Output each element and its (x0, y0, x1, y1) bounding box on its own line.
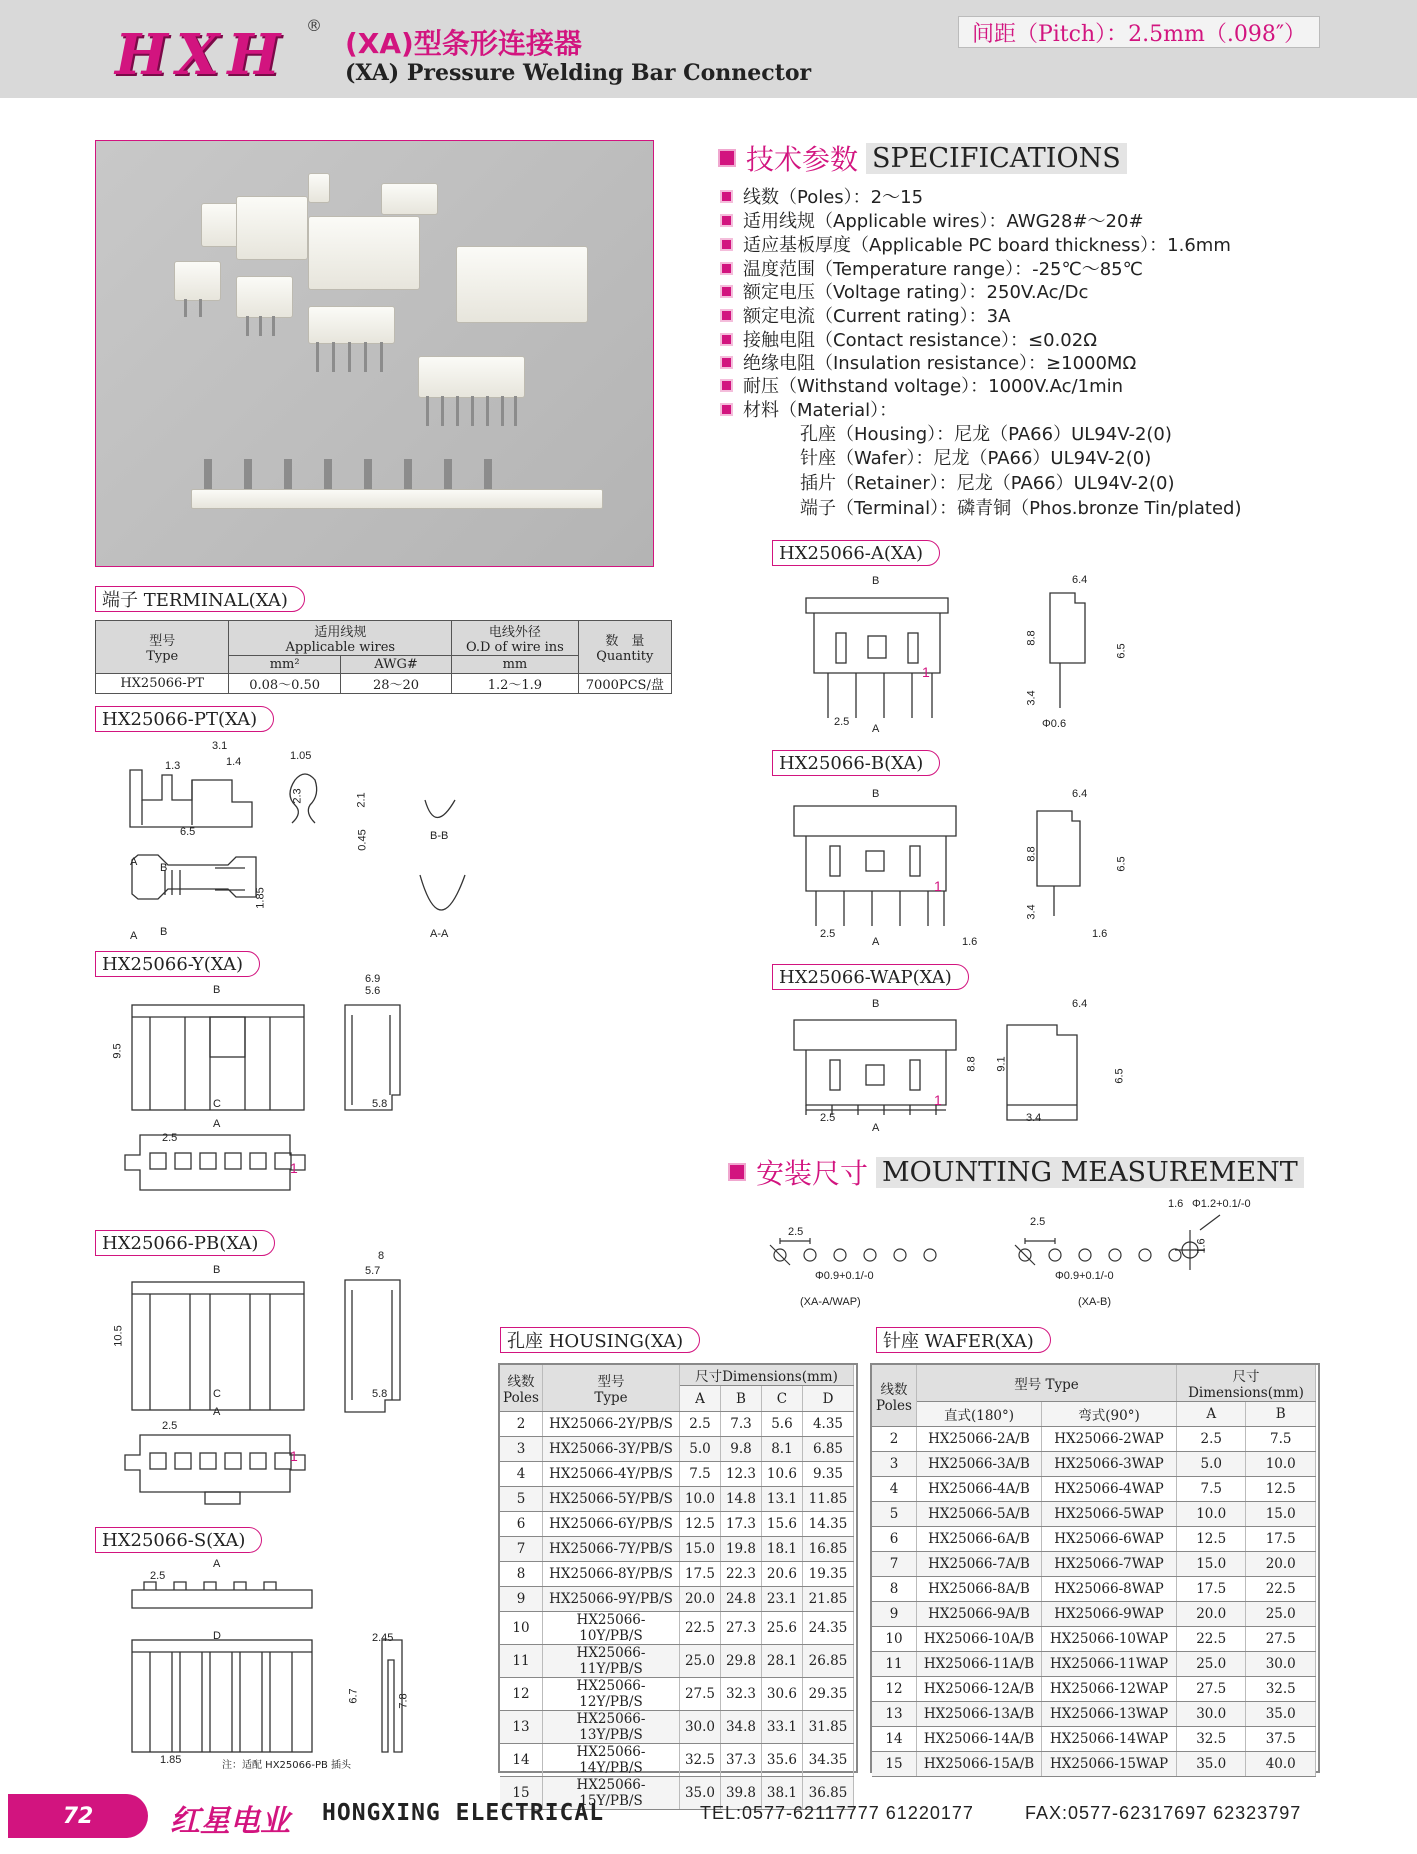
bullet-square-icon (728, 1163, 746, 1181)
table-row (872, 1427, 1316, 1452)
table-cell: 24.35 (802, 1612, 853, 1645)
table-cell: 22.5 (1177, 1627, 1246, 1652)
table-cell: HX25066-9A/B (917, 1602, 1042, 1627)
pt-label: HX25066-PT(XA) (95, 706, 274, 732)
bullet-icon (720, 356, 733, 369)
table-cell: 10 (872, 1627, 917, 1652)
table-cell: 27.5 (1246, 1627, 1316, 1652)
mount-caption-left: (XA-A/WAP) (800, 1296, 861, 1308)
table-cell: 39.8 (720, 1777, 761, 1810)
table-row (872, 1527, 1316, 1552)
a-label: HX25066-A(XA) (772, 540, 940, 566)
spec-item: 适用线规（Applicable wires）：AWG28#～20# (720, 207, 1144, 233)
bullet-icon (720, 309, 733, 322)
table-cell: 32.3 (720, 1678, 761, 1711)
pb-drawing (120, 1260, 440, 1520)
table-row (872, 1727, 1316, 1752)
table-cell: 3 (500, 1437, 543, 1462)
table-cell: 13.1 (761, 1487, 802, 1512)
table-cell: HX25066-3Y/PB/S (543, 1437, 680, 1462)
table-cell: HX25066-14A/B (917, 1727, 1042, 1752)
table-cell: 30.6 (761, 1678, 802, 1711)
wafer-label: 针座 WAFER(XA) (876, 1327, 1051, 1353)
table-cell: 14.8 (720, 1487, 761, 1512)
title-chinese: (XA)型条形连接器 (345, 27, 582, 60)
table-cell: 5.0 (680, 1437, 721, 1462)
table-cell: 14 (500, 1744, 543, 1777)
table-row (872, 1627, 1316, 1652)
table-cell: 24.8 (720, 1587, 761, 1612)
table-row (500, 1562, 854, 1587)
terminal-table: 型号 Type 适用线规 Applicable wires 电线外径 O.D of wire ins 数 量 Quantity mm² AWG# mm HX25066-PT 0.08～0.50 28～20 1.2～1.9 7000PCS/盘 (95, 620, 672, 694)
table-cell: HX25066-3WAP (1042, 1452, 1177, 1477)
bullet-icon (720, 214, 733, 227)
bullet-icon (720, 190, 733, 203)
table-row (500, 1744, 854, 1777)
table-cell: 10.6 (761, 1462, 802, 1487)
table-cell: 7.5 (680, 1462, 721, 1487)
table-cell: 6.85 (802, 1437, 853, 1462)
table-cell: 12.5 (1246, 1477, 1316, 1502)
housing-table: 线数 Poles 型号 Type 尺寸Dimensions(mm) A B C D 2 HX25066-2Y/PB/S 2.5 7.3 5.6 4.35 3 HX25066-3Y/PB/S 5.0 9.8 8.1 6.85 4 HX25066-4Y/PB/S 7.5 12.3 10.6 9.35 5 HX25066-5Y/PB/S 10.0 14.8 13.1 11.85 6 HX25066-6Y/PB/S 12.5 17.3 15.6 14.35 7 HX25066-7Y/PB/S 15.0 19.8 18.1 16.85 8 HX25066-8Y/PB/S 17.5 22.3 20.6 19.35 9 HX25066-9Y/PB/S 20.0 24.8 23.1 21.85 10 HX25066-10Y/PB/S 22.5 27.3 25.6 24.35 11 HX25066-11Y/PB/S 25.0 29.8 28.1 26.85 12 HX25066-12Y/PB/S 27.5 32.3 30.6 29.35 13 HX25066-13Y/PB/S 30.0 34.8 33.1 31.85 14 HX25066-14Y/PB/S 32.5 37.3 35.6 34.35 15 HX25066-15Y/PB/S 35.0 39.8 38.1 36.85 (500, 1365, 854, 1810)
pitch-badge: 间距（Pitch）：2.5mm（.098″） (958, 16, 1320, 48)
table-cell: HX25066-2A/B (917, 1427, 1042, 1452)
table-cell: 28.1 (761, 1645, 802, 1678)
spec-item: 接触电阻（Contact resistance）：≤0.02Ω (720, 326, 1097, 352)
table-row (500, 1462, 854, 1487)
table-cell: 22.3 (720, 1562, 761, 1587)
table-cell: 21.85 (802, 1587, 853, 1612)
table-row (500, 1587, 854, 1612)
table-cell: HX25066-4Y/PB/S (543, 1462, 680, 1487)
bullet-square-icon (718, 149, 736, 167)
table-row (872, 1677, 1316, 1702)
table-cell: 19.35 (802, 1562, 853, 1587)
table-cell: 25.6 (761, 1612, 802, 1645)
table-cell: 2.5 (680, 1412, 721, 1437)
bullet-icon (720, 285, 733, 298)
table-cell: HX25066-2Y/PB/S (543, 1412, 680, 1437)
table-cell: 19.8 (720, 1537, 761, 1562)
table-cell: 37.3 (720, 1744, 761, 1777)
table-cell: HX25066-9Y/PB/S (543, 1587, 680, 1612)
table-cell: 27.5 (1177, 1677, 1246, 1702)
table-cell: 34.8 (720, 1711, 761, 1744)
mount-title-en: MOUNTING MEASUREMENT (876, 1157, 1304, 1188)
table-cell: 7.3 (720, 1412, 761, 1437)
table-cell: HX25066-13A/B (917, 1702, 1042, 1727)
table-cell: HX25066-10WAP (1042, 1627, 1177, 1652)
table-cell: HX25066-4A/B (917, 1477, 1042, 1502)
table-cell: 22.5 (1246, 1577, 1316, 1602)
spec-heading (718, 138, 1127, 178)
table-row (872, 1477, 1316, 1502)
table-cell: 36.85 (802, 1777, 853, 1810)
table-cell: 17.5 (1177, 1577, 1246, 1602)
table-cell: 5 (500, 1487, 543, 1512)
table-row (872, 1602, 1316, 1627)
table-cell: HX25066-12WAP (1042, 1677, 1177, 1702)
material-item: 针座（Wafer）：尼龙（PA66）UL94V-2(0) (800, 448, 1152, 469)
y-label: HX25066-Y(XA) (95, 951, 260, 977)
table-cell: HX25066-14WAP (1042, 1727, 1177, 1752)
housing-label: 孔座 HOUSING(XA) (500, 1327, 700, 1353)
table-cell: 25.0 (1246, 1602, 1316, 1627)
table-cell: HX25066-9WAP (1042, 1602, 1177, 1627)
bullet-icon (720, 262, 733, 275)
table-row (872, 1552, 1316, 1577)
table-cell: HX25066-8WAP (1042, 1577, 1177, 1602)
table-row (872, 1452, 1316, 1477)
table-cell: 15.0 (1246, 1502, 1316, 1527)
spec-item: 温度范围（Temperature range）：-25℃～85℃ (720, 255, 1143, 281)
table-cell: 34.35 (802, 1744, 853, 1777)
wap-drawing (792, 1010, 1142, 1140)
table-cell: 15.6 (761, 1512, 802, 1537)
table-cell: 9 (500, 1587, 543, 1612)
table-cell: 6 (500, 1512, 543, 1537)
table-cell: HX25066-6Y/PB/S (543, 1512, 680, 1537)
table-cell: 31.85 (802, 1711, 853, 1744)
table-cell: 8.1 (761, 1437, 802, 1462)
table-cell: 12 (500, 1678, 543, 1711)
table-cell: 25.0 (680, 1645, 721, 1678)
table-cell: 35.0 (1246, 1702, 1316, 1727)
table-cell: 14 (872, 1727, 917, 1752)
table-cell: 35.0 (1177, 1752, 1246, 1777)
table-cell: HX25066-15Y/PB/S (543, 1777, 680, 1810)
table-cell: 20.0 (1177, 1602, 1246, 1627)
table-cell: HX25066-8Y/PB/S (543, 1562, 680, 1587)
table-cell: 13 (872, 1702, 917, 1727)
table-cell: HX25066-11Y/PB/S (543, 1645, 680, 1678)
table-cell: 27.5 (680, 1678, 721, 1711)
table-row (500, 1487, 854, 1512)
table-row (500, 1612, 854, 1645)
table-cell: 4 (500, 1462, 543, 1487)
table-cell: HX25066-5Y/PB/S (543, 1487, 680, 1512)
table-cell: 9 (872, 1602, 917, 1627)
table-cell: 26.85 (802, 1645, 853, 1678)
table-cell: 5.6 (761, 1412, 802, 1437)
table-cell: 22.5 (680, 1612, 721, 1645)
table-cell: HX25066-10Y/PB/S (543, 1612, 680, 1645)
table-cell: 2 (872, 1427, 917, 1452)
a-drawing (800, 578, 1150, 738)
table-cell: 12.5 (680, 1512, 721, 1537)
brand-name-cn: 红星电业 (170, 1804, 290, 1839)
table-row (500, 1537, 854, 1562)
table-row (500, 1437, 854, 1462)
table-cell: 23.1 (761, 1587, 802, 1612)
table-cell: 17.5 (1246, 1527, 1316, 1552)
table-row (500, 1645, 854, 1678)
table-cell: 15 (500, 1777, 543, 1810)
table-cell: HX25066-5A/B (917, 1502, 1042, 1527)
table-cell: HX25066-13Y/PB/S (543, 1711, 680, 1744)
brand-name-en: HONGXING ELECTRICAL (322, 1800, 605, 1826)
registered-mark: ® (306, 16, 322, 35)
s-drawing (120, 1560, 440, 1770)
table-cell: 29.8 (720, 1645, 761, 1678)
table-cell: HX25066-12Y/PB/S (543, 1678, 680, 1711)
title-english: (XA) Pressure Welding Bar Connector (345, 60, 812, 86)
table-cell: 29.35 (802, 1678, 853, 1711)
table-cell: 27.3 (720, 1612, 761, 1645)
material-item: 孔座（Housing）：尼龙（PA66）UL94V-2(0) (800, 424, 1172, 445)
table-cell: 5.0 (1177, 1452, 1246, 1477)
s-note: 注：适配 HX25066-PB 插头 (222, 1760, 352, 1771)
table-cell: 35.0 (680, 1777, 721, 1810)
mount-caption-right: (XA-B) (1078, 1296, 1111, 1308)
table-row (872, 1577, 1316, 1602)
spec-item: 耐压（Withstand voltage）：1000V.Ac/1min (720, 372, 1123, 398)
table-cell: 17.5 (680, 1562, 721, 1587)
spec-item: 额定电流（Current rating）：3A (720, 302, 1010, 328)
wafer-table: 线数 Poles 型号 Type 尺寸Dimensions(mm) 直式(180°) 弯式(90°) A B 2 HX25066-2A/B HX25066-2WAP 2.5 7.5 3 HX25066-3A/B HX25066-3WAP 5.0 10.0 4 HX25066-4A/B HX25066-4WAP 7.5 12.5 5 HX25066-5A/B HX25066-5WAP 10.0 15.0 6 HX25066-6A/B HX25066-6WAP 12.5 17.5 7 HX25066-7A/B HX25066-7WAP 15.0 20.0 8 HX25066-8A/B HX25066-8WAP 17.5 22.5 9 HX25066-9A/B HX25066-9WAP 20.0 25.0 10 HX25066-10A/B HX25066-10WAP 22.5 27.5 11 HX25066-11A/B HX25066-11WAP 25.0 30.0 12 HX25066-12A/B HX25066-12WAP 27.5 32.5 13 HX25066-13A/B HX25066-13WAP 30.0 35.0 14 HX25066-14A/B HX25066-14WAP 32.5 37.5 15 HX25066-15A/B HX25066-15WAP 35.0 40.0 (872, 1365, 1316, 1777)
fax: FAX:0577-62317697 62323797 (1025, 1803, 1302, 1823)
table-cell: 37.5 (1246, 1727, 1316, 1752)
mount-title-cn: 安装尺寸 (756, 1157, 869, 1190)
table-cell: 32.5 (1177, 1727, 1246, 1752)
bullet-icon (720, 379, 733, 392)
table-cell: HX25066-15WAP (1042, 1752, 1177, 1777)
table-cell: HX25066-14Y/PB/S (543, 1744, 680, 1777)
table-cell: 10 (500, 1612, 543, 1645)
table-cell: HX25066-2WAP (1042, 1427, 1177, 1452)
table-cell: 4 (872, 1477, 917, 1502)
table-cell: HX25066-15A/B (917, 1752, 1042, 1777)
table-cell: HX25066-6WAP (1042, 1527, 1177, 1552)
table-cell: 20.0 (680, 1587, 721, 1612)
table-cell: 15 (872, 1752, 917, 1777)
material-item: 插片（Retainer）：尼龙（PA66）UL94V-2(0) (800, 473, 1175, 494)
bullet-icon (720, 333, 733, 346)
table-cell: 30.0 (1246, 1652, 1316, 1677)
table-cell: 8 (872, 1577, 917, 1602)
table-cell: 17.3 (720, 1512, 761, 1537)
table-cell: HX25066-7A/B (917, 1552, 1042, 1577)
table-cell: 3 (872, 1452, 917, 1477)
table-row (872, 1702, 1316, 1727)
mount-drawing (770, 1200, 1330, 1310)
bullet-icon (720, 403, 733, 416)
table-cell: HX25066-7WAP (1042, 1552, 1177, 1577)
table-cell: 6 (872, 1527, 917, 1552)
table-cell: 12.3 (720, 1462, 761, 1487)
spec-title-cn: 技术参数 (746, 143, 859, 176)
spec-item: 额定电压（Voltage rating）：250V.Ac/Dc (720, 278, 1088, 304)
table-cell: HX25066-3A/B (917, 1452, 1042, 1477)
table-cell: 2.5 (1177, 1427, 1246, 1452)
spec-title-en: SPECIFICATIONS (866, 143, 1127, 174)
table-cell: 9.8 (720, 1437, 761, 1462)
product-photo (95, 140, 654, 567)
wap-label: HX25066-WAP(XA) (772, 964, 969, 990)
table-cell: 40.0 (1246, 1752, 1316, 1777)
table-cell: 14.35 (802, 1512, 853, 1537)
table-cell: 9.35 (802, 1462, 853, 1487)
table-cell: 16.85 (802, 1537, 853, 1562)
spec-item: 适应基板厚度（Applicable PC board thickness）：1.6mm (720, 231, 1231, 257)
b-drawing (792, 796, 1142, 956)
mount-heading (728, 1152, 1304, 1192)
table-cell: HX25066-7Y/PB/S (543, 1537, 680, 1562)
table-cell: 15.0 (1177, 1552, 1246, 1577)
table-row (500, 1711, 854, 1744)
table-cell: 12.5 (1177, 1527, 1246, 1552)
table-cell: 11 (500, 1645, 543, 1678)
b-label: HX25066-B(XA) (772, 750, 940, 776)
table-cell: 11 (872, 1652, 917, 1677)
table-cell: 30.0 (1177, 1702, 1246, 1727)
table-cell: HX25066-6A/B (917, 1527, 1042, 1552)
table-cell: 20.6 (761, 1562, 802, 1587)
page-number: 72 (8, 1794, 148, 1838)
table-cell: HX25066-10A/B (917, 1627, 1042, 1652)
bullet-icon (720, 238, 733, 251)
table-cell: 7.5 (1246, 1427, 1316, 1452)
table-cell: 20.0 (1246, 1552, 1316, 1577)
table-cell: 7 (872, 1552, 917, 1577)
table-cell: 7 (500, 1537, 543, 1562)
table-row (500, 1678, 854, 1711)
table-row (500, 1412, 854, 1437)
table-cell: 32.5 (680, 1744, 721, 1777)
table-cell: HX25066-5WAP (1042, 1502, 1177, 1527)
table-cell: 38.1 (761, 1777, 802, 1810)
table-cell: 33.1 (761, 1711, 802, 1744)
table-cell: 4.35 (802, 1412, 853, 1437)
table-cell: 35.6 (761, 1744, 802, 1777)
table-cell: 5 (872, 1502, 917, 1527)
terminal-label: 端子 TERMINAL(XA) (95, 586, 305, 612)
table-row (872, 1502, 1316, 1527)
spec-item: 线数（Poles）：2～15 (720, 183, 923, 209)
table-cell: HX25066-4WAP (1042, 1477, 1177, 1502)
table-cell: HX25066-11WAP (1042, 1652, 1177, 1677)
table-row (500, 1512, 854, 1537)
spec-item: 绝缘电阻（Insulation resistance）：≥1000MΩ (720, 349, 1136, 375)
table-cell: 12 (872, 1677, 917, 1702)
table-cell: 8 (500, 1562, 543, 1587)
pb-label: HX25066-PB(XA) (95, 1230, 275, 1256)
table-cell: HX25066-8A/B (917, 1577, 1042, 1602)
table-row (872, 1752, 1316, 1777)
s-label: HX25066-S(XA) (95, 1527, 262, 1553)
table-cell: 10.0 (1177, 1502, 1246, 1527)
table-cell: 11.85 (802, 1487, 853, 1512)
material-item: 端子（Terminal）：磷青铜（Phos.bronze Tin/plated) (800, 498, 1242, 519)
table-cell: 32.5 (1246, 1677, 1316, 1702)
table-cell: 25.0 (1177, 1652, 1246, 1677)
table-cell: 7.5 (1177, 1477, 1246, 1502)
table-cell: 10.0 (680, 1487, 721, 1512)
brand-logo: HXH (115, 22, 289, 88)
table-row (872, 1652, 1316, 1677)
table-cell: 30.0 (680, 1711, 721, 1744)
table-cell: 2 (500, 1412, 543, 1437)
table-cell: 15.0 (680, 1537, 721, 1562)
telephone: TEL:0577-62117777 61220177 (700, 1803, 974, 1823)
spec-item: 材料（Material）： (720, 396, 897, 422)
table-cell: HX25066-12A/B (917, 1677, 1042, 1702)
table-cell: 10.0 (1246, 1452, 1316, 1477)
table-cell: HX25066-13WAP (1042, 1702, 1177, 1727)
table-cell: HX25066-11A/B (917, 1652, 1042, 1677)
table-cell: 13 (500, 1711, 543, 1744)
y-drawing (120, 985, 440, 1215)
table-cell: 18.1 (761, 1537, 802, 1562)
